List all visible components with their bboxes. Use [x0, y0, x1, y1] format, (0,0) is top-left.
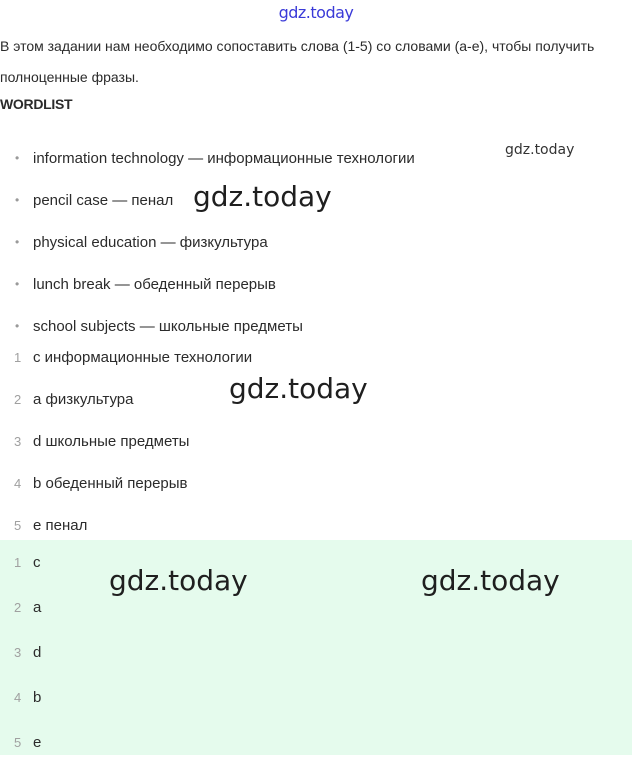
watermark: gdz.today — [229, 372, 368, 405]
item-number: 3 — [14, 433, 22, 449]
item-number: 1 — [14, 349, 22, 365]
list-item — [0, 420, 632, 462]
wordlist-heading: WORDLIST — [0, 96, 73, 112]
item-number: 5 — [14, 735, 22, 750]
watermark: gdz.today — [421, 564, 560, 597]
list-item-text: information technology — информационные технологии — [33, 149, 415, 167]
bullet-marker: • — [15, 193, 20, 207]
answer-letter: e — [33, 734, 42, 751]
match-list — [0, 336, 632, 546]
answer-letter: b — [33, 689, 42, 706]
list-item — [0, 263, 632, 305]
bullet-marker: • — [15, 235, 20, 249]
bullet-marker: • — [15, 151, 20, 165]
list-item — [0, 630, 632, 675]
item-number: 4 — [14, 475, 22, 491]
list-item-text: pencil case — пенал — [33, 191, 174, 209]
list-item-text: d школьные предметы — [33, 432, 190, 450]
watermark: gdz.today — [193, 180, 332, 213]
answer-letter: a — [33, 599, 42, 616]
task-description: В этом задании нам необходимо сопоставить слова (1-5) со словами (a-e), чтобы получить полноценные фразы. — [0, 38, 595, 85]
list-item-text: lunch break — обеденный перерыв — [33, 275, 276, 293]
list-item-text: b обеденный перерыв — [33, 474, 188, 492]
item-number: 3 — [14, 645, 22, 660]
site-logo[interactable]: gdz.today — [278, 3, 354, 22]
item-number: 5 — [14, 517, 22, 533]
list-item-text: school subjects — школьные предметы — [33, 317, 303, 335]
list-item — [0, 720, 632, 765]
list-item — [0, 675, 632, 720]
list-item — [0, 221, 632, 263]
item-number: 1 — [14, 555, 22, 570]
bullet-marker: • — [15, 319, 20, 333]
watermark: gdz.today — [109, 564, 248, 597]
answer-letter: d — [33, 644, 42, 661]
wordlist — [0, 137, 632, 347]
list-item-text: e пенал — [33, 516, 88, 534]
list-item-text: physical education — физкультура — [33, 233, 268, 251]
item-number: 4 — [14, 690, 22, 705]
item-number: 2 — [14, 391, 22, 407]
list-item-text: c информационные технологии — [33, 348, 253, 366]
bullet-marker: • — [15, 277, 20, 291]
list-item — [0, 462, 632, 504]
list-item-text: a физкультура — [33, 390, 134, 408]
watermark: gdz.today — [505, 142, 575, 158]
answer-letter: c — [33, 554, 41, 571]
item-number: 2 — [14, 600, 22, 615]
